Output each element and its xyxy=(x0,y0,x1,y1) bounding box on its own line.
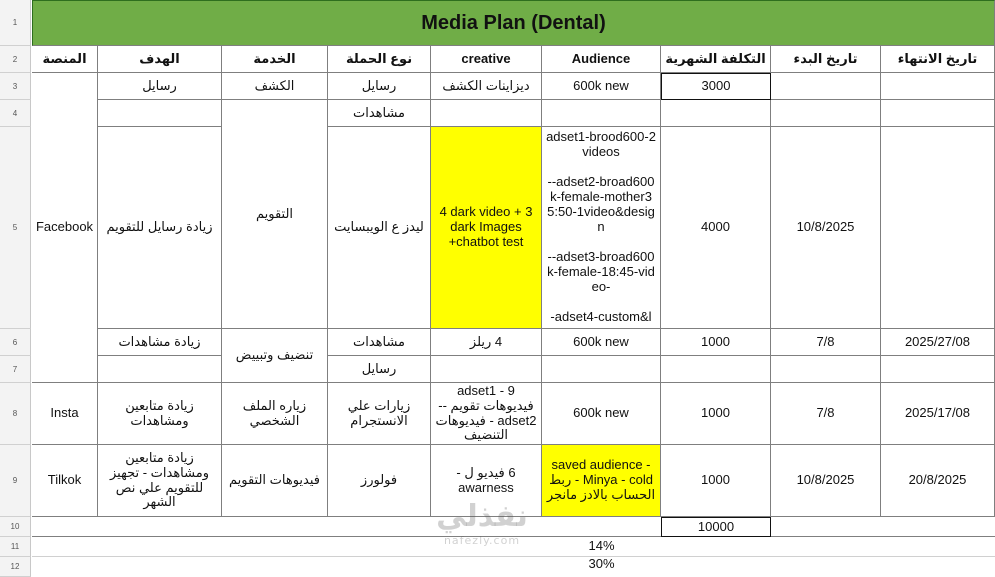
cell-end-r6[interactable]: 2025/27/08 xyxy=(881,329,995,356)
cell-start-r6[interactable]: 7/8 xyxy=(771,329,881,356)
cell-service-r6-7[interactable]: تنضيف وتبييض xyxy=(222,329,328,383)
row-number-5[interactable]: 5 xyxy=(0,127,31,329)
header-creative[interactable]: creative xyxy=(431,46,542,73)
header-start-date[interactable]: تاريخ البدء xyxy=(771,46,881,73)
row-number-2[interactable]: 2 xyxy=(0,46,31,73)
cell-audience-r4[interactable] xyxy=(542,100,661,127)
cell-service-r8[interactable]: زياره الملف الشخصي xyxy=(222,383,328,445)
row-number-3[interactable]: 3 xyxy=(0,73,31,100)
cell-goal-r8[interactable]: زيادة متابعين ومشاهدات xyxy=(98,383,222,445)
cell-campaign-r4[interactable]: مشاهدات xyxy=(328,100,431,127)
row-number-1[interactable]: 1 xyxy=(0,0,31,46)
cell-r11-a[interactable] xyxy=(32,537,542,557)
header-monthly-cost[interactable]: التكلفة الشهرية xyxy=(661,46,771,73)
cell-campaign-r3[interactable]: رسايل xyxy=(328,73,431,100)
sheet-title[interactable]: Media Plan (Dental) xyxy=(32,0,995,46)
cell-goal-r3[interactable]: رسايل xyxy=(98,73,222,100)
row-number-8[interactable]: 8 xyxy=(0,383,31,445)
cell-end-r9[interactable]: 20/8/2025 xyxy=(881,445,995,517)
cell-campaign-r5[interactable]: ليدز ع الويبسايت xyxy=(328,127,431,329)
cell-start-r3[interactable] xyxy=(771,73,881,100)
cell-campaign-r7[interactable]: رسايل xyxy=(328,356,431,383)
cell-creative-r6[interactable]: 4 ريلز xyxy=(431,329,542,356)
cell-start-r5[interactable]: 10/8/2025 xyxy=(771,127,881,329)
cell-start-r8[interactable]: 7/8 xyxy=(771,383,881,445)
cell-audience-r7[interactable] xyxy=(542,356,661,383)
cell-audience-r9[interactable]: saved audience - Minya - cold - ربط الحساب بالادز مانجر xyxy=(542,445,661,517)
cell-platform-tiktok[interactable]: Tilkok xyxy=(32,445,98,517)
cell-start-r9[interactable]: 10/8/2025 xyxy=(771,445,881,517)
header-audience[interactable]: Audience xyxy=(542,46,661,73)
header-end-date[interactable]: تاريخ الانتهاء xyxy=(881,46,995,73)
cell-creative-r7[interactable] xyxy=(431,356,542,383)
cell-start-r7[interactable] xyxy=(771,356,881,383)
cell-audience-r3[interactable]: 600k new xyxy=(542,73,661,100)
cell-platform-insta[interactable]: Insta xyxy=(32,383,98,445)
cell-audience-r5[interactable]: adset1-brood600-2videos --adset2-broad600k-female-mother35:50-1video&design --adset3-broad600k-female-18:45-video- -adset4-custom&l xyxy=(542,127,661,329)
row-number-6[interactable]: 6 xyxy=(0,329,31,356)
row-number-12[interactable]: 12 xyxy=(0,557,31,577)
cell-cost-r7[interactable] xyxy=(661,356,771,383)
cell-audience-r8[interactable]: 600k new xyxy=(542,383,661,445)
cell-r11-b[interactable] xyxy=(661,537,995,557)
cell-cost-r8[interactable]: 1000 xyxy=(661,383,771,445)
cell-cost-r3[interactable]: 3000 xyxy=(661,73,771,100)
cell-creative-r8[interactable]: adset1 - 9 فيديوهات تقويم -- adset2 - فيديوهات التنضيف xyxy=(431,383,542,445)
row-number-9[interactable]: 9 xyxy=(0,445,31,517)
cell-service-r4-5[interactable]: التقويم xyxy=(222,100,328,329)
cell-r10-a[interactable] xyxy=(32,517,98,537)
cell-campaign-r6[interactable]: مشاهدات xyxy=(328,329,431,356)
cell-goal-r6[interactable]: زيادة مشاهدات xyxy=(98,329,222,356)
cell-audience-r6[interactable]: 600k new xyxy=(542,329,661,356)
cell-cost-r6[interactable]: 1000 xyxy=(661,329,771,356)
cell-end-r8[interactable]: 2025/17/08 xyxy=(881,383,995,445)
cell-cost-r4[interactable] xyxy=(661,100,771,127)
cell-cost-r9[interactable]: 1000 xyxy=(661,445,771,517)
cell-r10-c[interactable] xyxy=(771,517,995,537)
header-service[interactable]: الخدمة xyxy=(222,46,328,73)
cell-pct-r12[interactable]: 30% xyxy=(588,557,615,571)
cell-creative-r9[interactable]: 6 فيديو ل - awarness xyxy=(431,445,542,517)
header-platform[interactable]: المنصة xyxy=(32,46,98,73)
header-campaign-type[interactable]: نوع الحملة xyxy=(328,46,431,73)
cell-goal-r7[interactable] xyxy=(98,356,222,383)
cell-end-r4[interactable] xyxy=(881,100,995,127)
watermark-latin: nafezly.com xyxy=(443,534,521,547)
cell-total-cost[interactable]: 10000 xyxy=(661,517,771,537)
cell-campaign-r8[interactable]: زيارات علي الانستجرام xyxy=(328,383,431,445)
cell-creative-r5[interactable]: 4 dark video + 3 dark Images +chatbot test xyxy=(431,127,542,329)
cell-goal-r4[interactable] xyxy=(98,100,222,127)
row-number-4[interactable]: 4 xyxy=(0,100,31,127)
header-goal[interactable]: الهدف xyxy=(98,46,222,73)
cell-pct-r11[interactable]: 14% xyxy=(542,537,661,557)
cell-goal-r9[interactable]: زيادة متابعين ومشاهدات - تجهيز للتقويم علي نص الشهر xyxy=(98,445,222,517)
cell-end-r5[interactable] xyxy=(881,127,995,329)
row-number-7[interactable]: 7 xyxy=(0,356,31,383)
row-number-10[interactable]: 10 xyxy=(0,517,31,537)
cell-cost-r5[interactable]: 4000 xyxy=(661,127,771,329)
cell-goal-r5[interactable]: زيادة رسايل للتقويم xyxy=(98,127,222,329)
cell-service-r9[interactable]: فيديوهات التقويم xyxy=(222,445,328,517)
cell-campaign-r9[interactable]: فولورز xyxy=(328,445,431,517)
cell-creative-r4[interactable] xyxy=(431,100,542,127)
watermark-arabic: نفذلي xyxy=(436,499,528,534)
cell-end-r3[interactable] xyxy=(881,73,995,100)
cell-service-r3[interactable]: الكشف xyxy=(222,73,328,100)
row-number-11[interactable]: 11 xyxy=(0,537,31,557)
cell-platform-facebook[interactable]: Facebook xyxy=(32,73,98,383)
cell-end-r7[interactable] xyxy=(881,356,995,383)
cell-start-r4[interactable] xyxy=(771,100,881,127)
cell-r10-b[interactable] xyxy=(98,517,661,537)
cell-creative-r3[interactable]: ديزاينات الكشف xyxy=(431,73,542,100)
